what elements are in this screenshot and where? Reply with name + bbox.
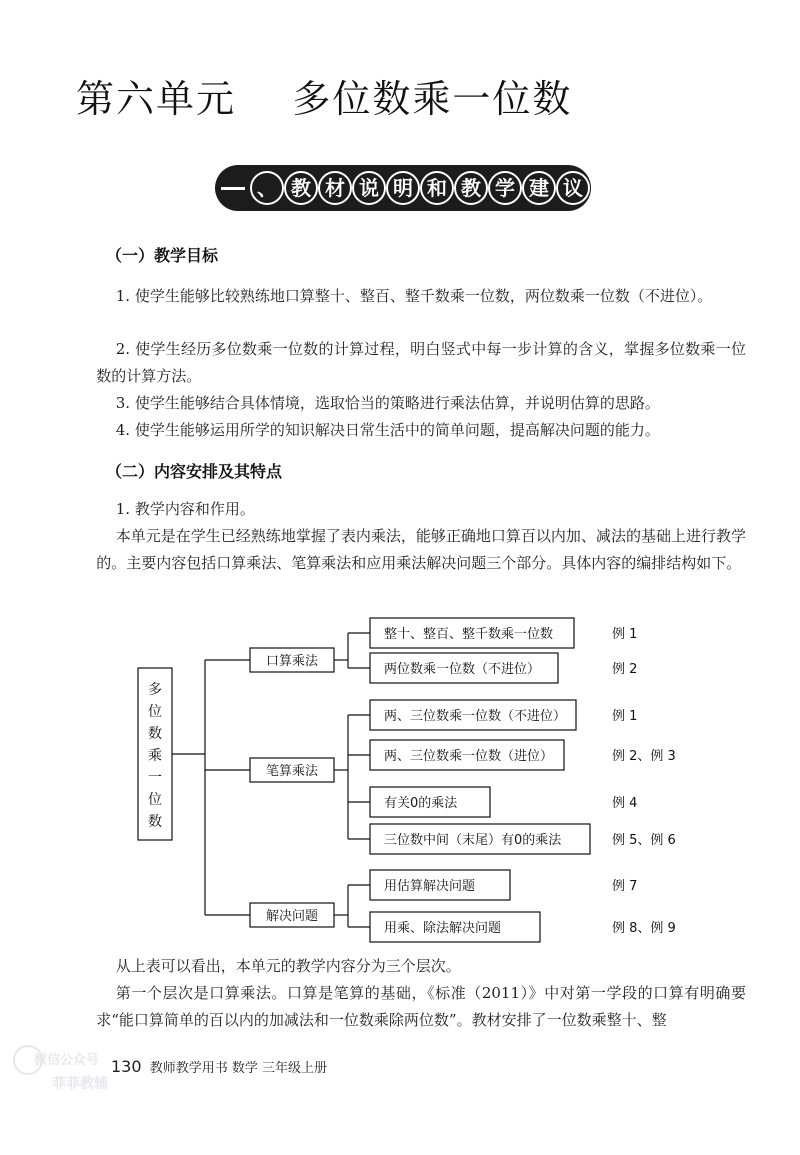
banner-text [221,172,589,204]
root-char: 数 [148,726,162,742]
leaf-label: 整十、整百、整千数乘一位数 [384,627,554,642]
root-char: 一 [148,770,162,786]
leaf-example: 例 4 [612,796,638,811]
leaf-label: 有关0的乘法 [384,796,458,811]
leaf-label: 两位数乘一位数（不进位） [384,662,541,677]
section-heading-goals: （一）教学目标 [106,246,219,265]
book-title: 教师教学用书 数学 三年级上册 [149,1061,327,1076]
after-text-2-box [96,980,746,1034]
watermark-line-1: 微信公众号 [34,1053,100,1068]
goal-item-1: 1. 使学生能够比较熟练地口算整十、整百、整千数乘一位数，两位数乘一位数（不进位）。 [115,287,713,305]
root-char: 数 [148,814,162,830]
page-number: 130 [111,1057,142,1076]
leaf-label: 三位数中间（末尾）有0的乘法 [384,833,562,848]
leaf-example: 例 1 [612,627,638,642]
unit-title: 第六单元 多位数乘一位数 [76,77,573,121]
watermark [6,1030,126,1110]
goal-item-4: 4. 使学生能够运用所学的知识解决日常生活中的简单问题，提高解决问题的能力。 [115,421,660,439]
leaf-example: 例 8、例 9 [612,921,676,936]
structure-diagram [130,610,690,950]
banner-char: 、 [257,176,277,200]
root-char: 位 [148,792,162,808]
content-paragraph-box [96,523,746,577]
leaf-example: 例 5、例 6 [612,833,676,848]
goal-item-2: 2. 使学生经历多位数乘一位数的计算过程，明白竖式中每一步计算的含义，掌握多位数乘一位数的计算方法。 [96,340,746,385]
goals-list-4 [106,417,746,444]
banner-char: 和 [427,176,447,200]
after-text-2: 第一个层次是口算乘法。口算是笔算的基础，《标准（2011）》中对第一学段的口算有明确要求“能口算简单的百以内的加减法和一位数乘除两位数”。教材安排了一位数乘整十、整 [96,984,746,1029]
root-char: 位 [148,704,162,720]
goals-list-2 [96,336,746,390]
section-heading-content: （二）内容安排及其特点 [106,462,283,481]
page-footer [111,1057,327,1076]
leaf-label: 两、三位数乘一位数（进位） [384,749,554,764]
branch-label: 解决问题 [265,909,319,924]
banner-char: 建 [529,176,549,200]
leaf-label: 用乘、除法解决问题 [384,921,502,936]
root-char: 乘 [148,748,162,764]
content-item-1: 1. 教学内容和作用。 [115,500,255,518]
content-intro [106,496,746,523]
leaf-label: 用估算解决问题 [384,879,476,894]
banner-char: 材 [325,176,345,200]
banner-char: 学 [495,176,515,200]
branch-label: 笔算乘法 [265,764,319,779]
branch-label: 口算乘法 [265,654,319,669]
section-banner [213,161,593,215]
goal-item-3: 3. 使学生能够结合具体情境，选取恰当的策略进行乘法估算，并说明估算的思路。 [115,394,660,412]
leaf-example: 例 7 [612,879,638,894]
after-text-1-box [106,953,746,980]
goals-list [106,283,746,310]
banner-dash [221,187,245,190]
banner-char: 说 [359,176,379,200]
banner-char: 议 [563,176,583,200]
leaf-example: 例 2、例 3 [612,749,676,764]
banner-char: 教 [461,176,481,200]
content-paragraph: 本单元是在学生已经熟练地掌握了表内乘法，能够正确地口算百以内加、减法的基础上进行教学的。主要内容包括口算乘法、笔算乘法和应用乘法解决问题三个部分。具体内容的编排结构如下。 [96,527,746,572]
leaf-label: 两、三位数乘一位数（不进位） [384,709,567,724]
banner-char: 教 [291,176,311,200]
banner-char: 明 [393,176,413,200]
after-text-1: 从上表可以看出，本单元的教学内容分为三个层次。 [115,957,461,975]
goals-list-3 [106,390,746,417]
root-char: 多 [148,682,162,698]
leaf-example: 例 1 [612,709,638,724]
watermark-line-2: 菲菲教辅 [52,1076,108,1092]
leaf-example: 例 2 [612,662,638,677]
